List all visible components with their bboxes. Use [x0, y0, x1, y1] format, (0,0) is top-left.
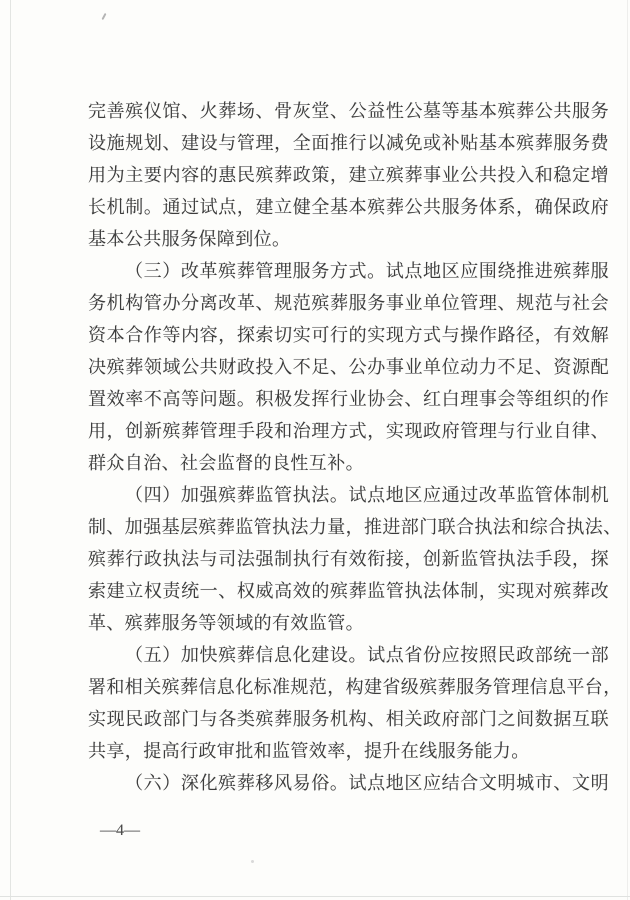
text-line: 实现民政部门与各类殡葬服务机构、相关政府部门之间数据互联: [88, 709, 609, 729]
scan-dot: [251, 860, 254, 863]
text-line: 资本合作等内容，探索切实可行的实现方式与操作路径，有效解: [88, 325, 609, 345]
scan-edge-left: [10, 0, 11, 900]
text-line: （四）加强殡葬监管执法。试点地区应通过改革监管体制机: [125, 485, 609, 505]
text-line: 索建立权责统一、权威高效的殡葬监管执法体制，实现对殡葬改: [88, 581, 609, 601]
scan-edge-bottom: [0, 896, 630, 897]
text-line: （五）加快殡葬信息化建设。试点省份应按照民政部统一部: [125, 645, 609, 665]
text-line: 置效率不高等问题。积极发挥行业协会、红白理事会等组织的作: [88, 389, 609, 409]
text-line: 完善殡仪馆、火葬场、骨灰堂、公益性公墓等基本殡葬公共服务: [88, 101, 609, 121]
text-line: （六）深化殡葬移风易俗。试点地区应结合文明城市、文明: [125, 773, 609, 793]
text-line: 长机制。通过试点，建立健全基本殡葬公共服务体系，确保政府: [88, 197, 609, 217]
text-body: [88, 95, 622, 799]
text-line: 用为主要内容的惠民殡葬政策，建立殡葬事业公共投入和稳定增: [88, 165, 609, 185]
text-line: 署和相关殡葬信息化标准规范，构建省级殡葬服务管理信息平台，: [88, 677, 622, 697]
text-line: 基本公共服务保障到位。: [88, 229, 291, 249]
text-line: 用，创新殡葬管理手段和治理方式，实现政府管理与行业自律、: [88, 421, 609, 441]
scan-edge-right: [627, 0, 628, 900]
text-line: 制、加强基层殡葬监管执法力量，推进部门联合执法和综合执法、: [88, 517, 622, 537]
page-number: —4—: [100, 822, 140, 839]
text-line: 群众自治、社会监督的良性互补。: [88, 453, 364, 473]
text-line: 务机构管办分离改革、规范殡葬服务事业单位管理、规范与社会: [88, 293, 609, 313]
text-line: 殡葬行政执法与司法强制执行有效衔接，创新监管执法手段，探: [88, 549, 609, 569]
text-line: 决殡葬领域公共财政投入不足、公办事业单位动力不足、资源配: [88, 357, 609, 377]
text-line: （三）改革殡葬管理服务方式。试点地区应围绕推进殡葬服: [125, 261, 609, 281]
text-line: 共享，提高行政审批和监管效率，提升在线服务能力。: [88, 741, 530, 761]
scan-speck: [101, 13, 106, 20]
text-line: 设施规划、建设与管理，全面推行以减免或补贴基本殡葬服务费: [88, 133, 609, 153]
text-line: 革、殡葬服务等领域的有效监管。: [88, 613, 364, 633]
